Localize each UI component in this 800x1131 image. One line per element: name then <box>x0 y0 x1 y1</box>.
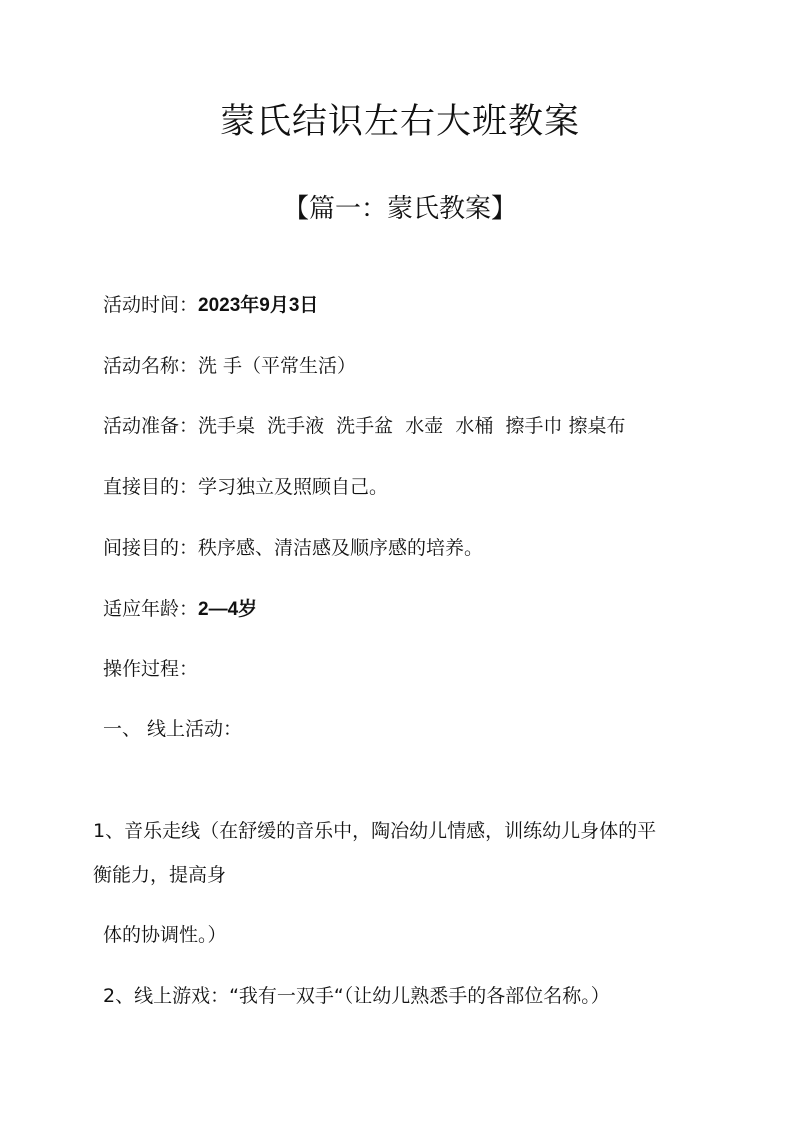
activity-time-value: 2023年9月3日 <box>198 295 319 316</box>
activity-time-row <box>103 292 318 319</box>
activity-name-row <box>103 353 356 379</box>
document-title: 蒙氏结识左右大班教案 <box>219 102 580 142</box>
activity-name-value: 洗 手（平常生活） <box>198 355 357 377</box>
item-2: 2、线上游戏：“我有一双手“（让幼儿熟悉手的各部位名称。） <box>103 985 610 1007</box>
indirect-goal-label: 间接目的： <box>103 537 199 559</box>
process-label: 操作过程： <box>103 658 199 680</box>
indirect-goal-row <box>103 535 483 561</box>
age-value: 2—4岁 <box>198 599 258 620</box>
section-1-heading: 一、 线上活动： <box>103 718 243 740</box>
item-1-line-2: 衡能力，提高身 <box>93 864 227 886</box>
activity-prep-label: 活动准备： <box>103 415 199 437</box>
direct-goal-label: 直接目的： <box>103 476 199 498</box>
activity-name-label: 活动名称： <box>103 355 199 377</box>
indirect-goal-value: 秩序感、清洁感及顺序感的培养。 <box>198 537 484 559</box>
age-row <box>103 596 257 623</box>
age-label: 适应年龄： <box>103 598 199 620</box>
direct-goal-value: 学习独立及照顾自己。 <box>198 476 389 498</box>
item-1-line-3: 体的协调性。） <box>103 924 227 946</box>
section-subtitle: 【篇一：蒙氏教案】 <box>282 194 517 224</box>
item-1-line-1: 1、音乐走线（在舒缓的音乐中，陶冶幼儿情感，训练幼儿身体的平 <box>93 820 657 842</box>
activity-prep-value: 洗手桌 洗手液 洗手盆 水壶 水桶 擦手巾 擦桌布 <box>198 415 626 437</box>
activity-time-label: 活动时间： <box>103 294 199 316</box>
direct-goal-row <box>103 474 388 500</box>
activity-prep-row <box>103 413 625 439</box>
